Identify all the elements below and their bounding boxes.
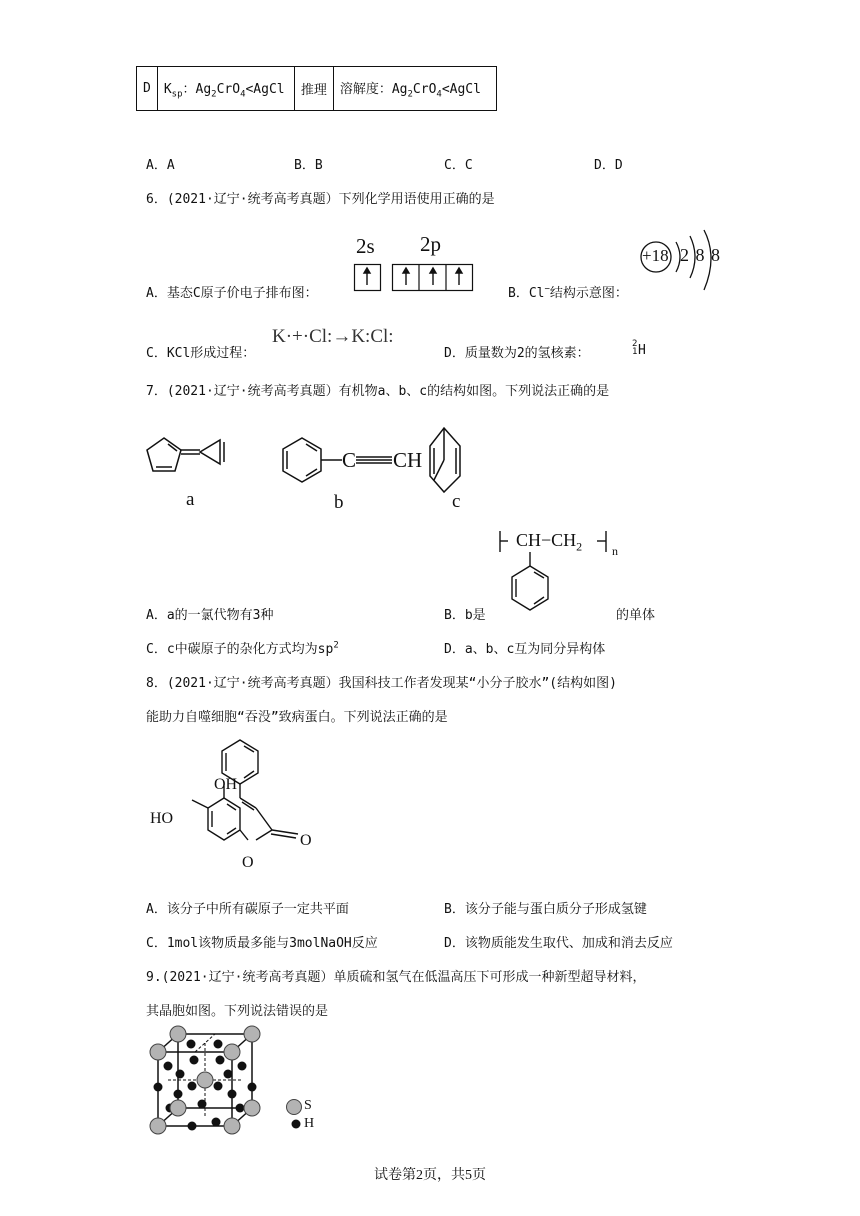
alkyne-carbon: C [342,448,357,472]
nucleus-charge: +18 [642,246,669,265]
label-b: b [334,492,344,513]
option-c: C．C [444,158,473,173]
q8-option-b: B．该分子能与蛋白质分子形成氢键 [444,902,647,917]
table-cell-conclusion: 溶解度：$Ag_2CrO_4<AgCl$ [333,67,496,111]
orbital-diagram [354,264,474,292]
crystal-unit-cell-diagram [146,1030,346,1140]
hydroxyl-oh: OH [214,776,238,793]
orbital-label-2p: 2p [420,232,441,256]
kcl-formation-formula: K·+·Cl:→K:Cl: [272,326,394,347]
page-footer: 试卷第2页，共5页 [374,1168,486,1183]
q7-option-c: C．c中碳原子的杂化方式均为$sp^2$ [146,640,339,657]
legend-h-label: H [304,1116,315,1131]
q6-option-d: D．质量数为2的氢核素： [444,346,590,361]
ring-oxygen: O [242,854,254,871]
q7-option-b: B．b是 [444,608,486,623]
option-b: B．B [294,158,323,173]
q6-option-b: B．Cl−结构示意图： [508,284,628,301]
q8-option-d: D．该物质能发生取代、加成和消去反应 [444,936,673,951]
question-9-stem-line1: 9.(2021·辽宁·统考高考真题）单质硫和氢气在低温高压下可形成一种新型超导材料， [146,970,646,985]
legend-s-label: S [304,1098,312,1113]
table-cell-option: D [137,67,158,111]
question-8-stem-line2: 能助力自噬细胞“吞没”致病蛋白。下列说法正确的是 [146,710,448,725]
label-a: a [186,489,195,510]
question-7-stem: 7．(2021·辽宁·统考高考真题）有机物a、b、c的结构如图。下列说法正确的是 [146,384,610,399]
polymer-n: n [612,544,618,558]
question-9-stem-line2: 其晶胞如图。下列说法错误的是 [146,1004,329,1019]
table-row [137,67,497,111]
q8-option-c: C．1mol该物质最多能与3molNaOH反应 [146,936,378,951]
table-cell-method: 推理 [294,67,333,111]
orbital-label-2s: 2s [356,234,375,258]
question-6-stem: 6．(2021·辽宁·统考高考真题）下列化学用语使用正确的是 [146,192,495,207]
question-8-stem-line1: 8．(2021·辽宁·统考高考真题）我国科技工作者发现某“小分子胶水”(结构如图) [146,676,617,691]
q7-option-d: D．a、b、c互为同分异构体 [444,642,606,657]
label-c: c [452,491,461,512]
alkyne-terminal: CH [393,448,423,472]
electron-shells: 2 8 8 [680,245,721,265]
q6-option-c: C．KCl形成过程： [146,346,256,361]
table-cell-fact: $K_{sp}$：$Ag_2CrO_4<AgCl$ [157,67,294,111]
polymer-formula: $CH-CH_2$ [516,530,583,554]
q7-option-b-tail: 的单体 [616,608,656,623]
answer-table [136,66,497,111]
q6-option-a: A．基态C原子价电子排布图： [146,286,318,301]
carbonyl-oxygen: O [300,832,312,849]
option-a: A．A [146,158,175,173]
isotope-numbers: 2 1 [632,339,638,357]
isotope-symbol: H [638,343,646,358]
q8-option-a: A．该分子中所有碳原子一定共平面 [146,902,349,917]
hydroxyl-ho: HO [150,810,174,827]
option-d: D．D [594,158,623,173]
q7-option-a: A．a的一氯代物有3种 [146,608,274,623]
